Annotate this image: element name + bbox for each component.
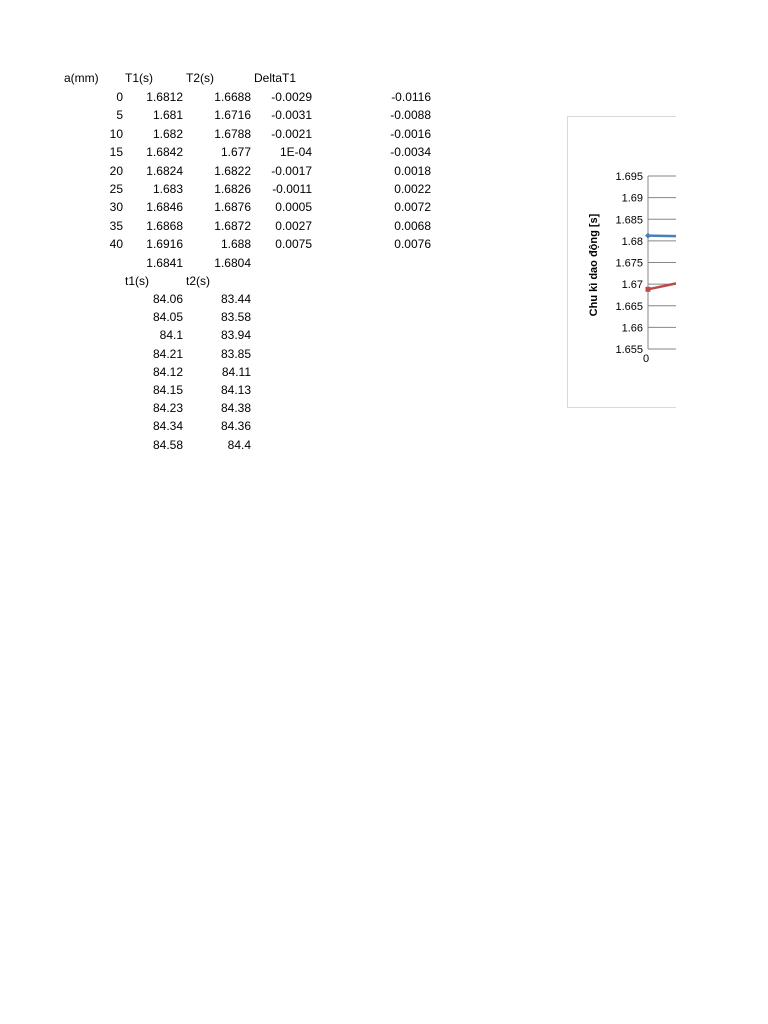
- t2-cell[interactable]: 1.677: [220, 145, 251, 160]
- delta-t1-cell[interactable]: -0.0029: [271, 90, 312, 104]
- data-point-t2[interactable]: [646, 287, 651, 292]
- small-t1-cell[interactable]: 84.58: [152, 437, 183, 452]
- t1-cell[interactable]: 1.682: [152, 126, 183, 141]
- y-axis-title-group: [588, 213, 600, 316]
- a-cell[interactable]: 20: [109, 163, 123, 178]
- t2-cell[interactable]: 1.688: [220, 237, 251, 252]
- y-tick-label: 1.665: [615, 300, 643, 313]
- header-a-mm[interactable]: a(mm): [64, 71, 99, 85]
- delta-t2-cell[interactable]: 0.0076: [394, 237, 431, 252]
- delta-t1-cell[interactable]: -0.0017: [271, 163, 312, 178]
- a-cell[interactable]: 10: [109, 126, 123, 141]
- delta-t1-cell[interactable]: 0.0075: [275, 237, 312, 252]
- t1-cell[interactable]: 1.6868: [146, 218, 183, 233]
- header-t1[interactable]: T1(s): [125, 71, 153, 85]
- small-t2-cell[interactable]: 83.58: [220, 310, 251, 325]
- small-t2-cell[interactable]: 84.11: [221, 364, 251, 379]
- t2-cell[interactable]: 1.6876: [214, 200, 251, 215]
- small-t1-cell[interactable]: 84.12: [152, 364, 183, 379]
- series-layer: [645, 188, 676, 292]
- small-t2-cell[interactable]: 84.4: [227, 437, 251, 452]
- t1-cell[interactable]: 1.6824: [146, 163, 183, 178]
- t2-cell[interactable]: 1.6788: [214, 126, 251, 141]
- a-cell[interactable]: 35: [109, 218, 123, 233]
- a-cell[interactable]: 0: [116, 90, 123, 104]
- t1-cell[interactable]: 1.6846: [146, 200, 183, 215]
- t2-cell[interactable]: 1.6826: [214, 182, 251, 196]
- small-t2-cell[interactable]: 83.44: [220, 292, 251, 306]
- small-t2-cell[interactable]: 84.38: [220, 401, 251, 416]
- y-tick-label: 1.695: [615, 171, 643, 183]
- y-axis-title: Chu kì dao động [s]: [588, 213, 600, 317]
- delta-t1-cell[interactable]: 0.0005: [275, 200, 312, 215]
- x-tick-label: 0: [642, 353, 650, 365]
- t2-cell[interactable]: 1.6822: [214, 163, 251, 178]
- small-t2-cell[interactable]: 84.36: [220, 419, 251, 434]
- chart-plot-area: [568, 117, 676, 407]
- t2-cell[interactable]: 1.6688: [214, 90, 251, 104]
- small-t1-cell[interactable]: 84.06: [152, 292, 183, 306]
- y-axis-ticks: [615, 171, 676, 365]
- small-t1-cell[interactable]: 84.15: [152, 383, 183, 397]
- delta-t1-cell[interactable]: -0.0021: [271, 126, 312, 141]
- header-delta-t1[interactable]: DeltaT1: [254, 71, 297, 85]
- t1-average-cell[interactable]: 1.6841: [146, 256, 183, 270]
- a-cell[interactable]: 15: [109, 145, 123, 160]
- t2-cell[interactable]: 1.6716: [214, 108, 251, 123]
- t1-cell[interactable]: 1.6842: [146, 145, 183, 160]
- delta-t1-cell[interactable]: -0.0031: [271, 108, 312, 123]
- a-cell[interactable]: 5: [116, 108, 123, 123]
- small-t1-cell[interactable]: 84.05: [152, 310, 183, 325]
- header-small-t2[interactable]: t2(s): [186, 274, 210, 288]
- small-t2-cell[interactable]: 83.94: [220, 328, 251, 343]
- y-tick-label: 1.685: [615, 214, 643, 227]
- y-tick-label: 1.67: [621, 279, 643, 292]
- small-t1-cell[interactable]: 84.21: [152, 346, 183, 361]
- delta-t2-cell[interactable]: 0.0018: [394, 163, 431, 178]
- header-t2[interactable]: T2(s): [186, 71, 214, 85]
- t1-cell[interactable]: 1.681: [152, 108, 183, 123]
- t1-cell[interactable]: 1.6916: [146, 237, 183, 252]
- delta-t2-cell[interactable]: -0.0016: [390, 126, 431, 141]
- t2-average-cell[interactable]: 1.6804: [214, 256, 251, 270]
- small-t2-cell[interactable]: 83.85: [220, 346, 251, 361]
- series-line-t2[interactable]: [648, 206, 676, 289]
- small-t1-cell[interactable]: 84.34: [152, 419, 183, 434]
- delta-t2-cell[interactable]: 0.0072: [394, 200, 431, 215]
- y-tick-label: 1.655: [615, 344, 643, 356]
- delta-t2-cell[interactable]: -0.0116: [391, 90, 431, 104]
- y-tick-label: 1.68: [621, 235, 643, 248]
- embedded-line-chart[interactable]: [567, 116, 676, 408]
- a-cell[interactable]: 40: [109, 237, 123, 252]
- t1-cell[interactable]: 1.6812: [146, 90, 183, 104]
- y-tick-label: 1.69: [621, 192, 643, 205]
- a-cell[interactable]: 30: [109, 200, 123, 215]
- t2-cell[interactable]: 1.6872: [214, 218, 251, 233]
- small-t2-cell[interactable]: 84.13: [220, 383, 251, 397]
- a-cell[interactable]: 25: [109, 182, 123, 196]
- delta-t1-cell[interactable]: 1E-04: [279, 145, 312, 160]
- small-t1-cell[interactable]: 84.23: [152, 401, 183, 416]
- header-small-t1[interactable]: t1(s): [125, 274, 149, 288]
- data-point-t1[interactable]: [645, 233, 651, 239]
- t1-cell[interactable]: 1.683: [152, 182, 183, 196]
- delta-t2-cell[interactable]: -0.0034: [390, 145, 431, 160]
- y-tick-label: 1.66: [621, 322, 643, 335]
- y-tick-label: 1.675: [615, 257, 643, 270]
- delta-t2-cell[interactable]: -0.0088: [390, 108, 431, 123]
- delta-t1-cell[interactable]: 0.0027: [275, 218, 312, 233]
- delta-t2-cell[interactable]: 0.0022: [394, 182, 431, 196]
- delta-t1-cell[interactable]: -0.0011: [272, 182, 312, 196]
- small-t1-cell[interactable]: 84.1: [159, 328, 183, 343]
- delta-t2-cell[interactable]: 0.0068: [394, 218, 431, 233]
